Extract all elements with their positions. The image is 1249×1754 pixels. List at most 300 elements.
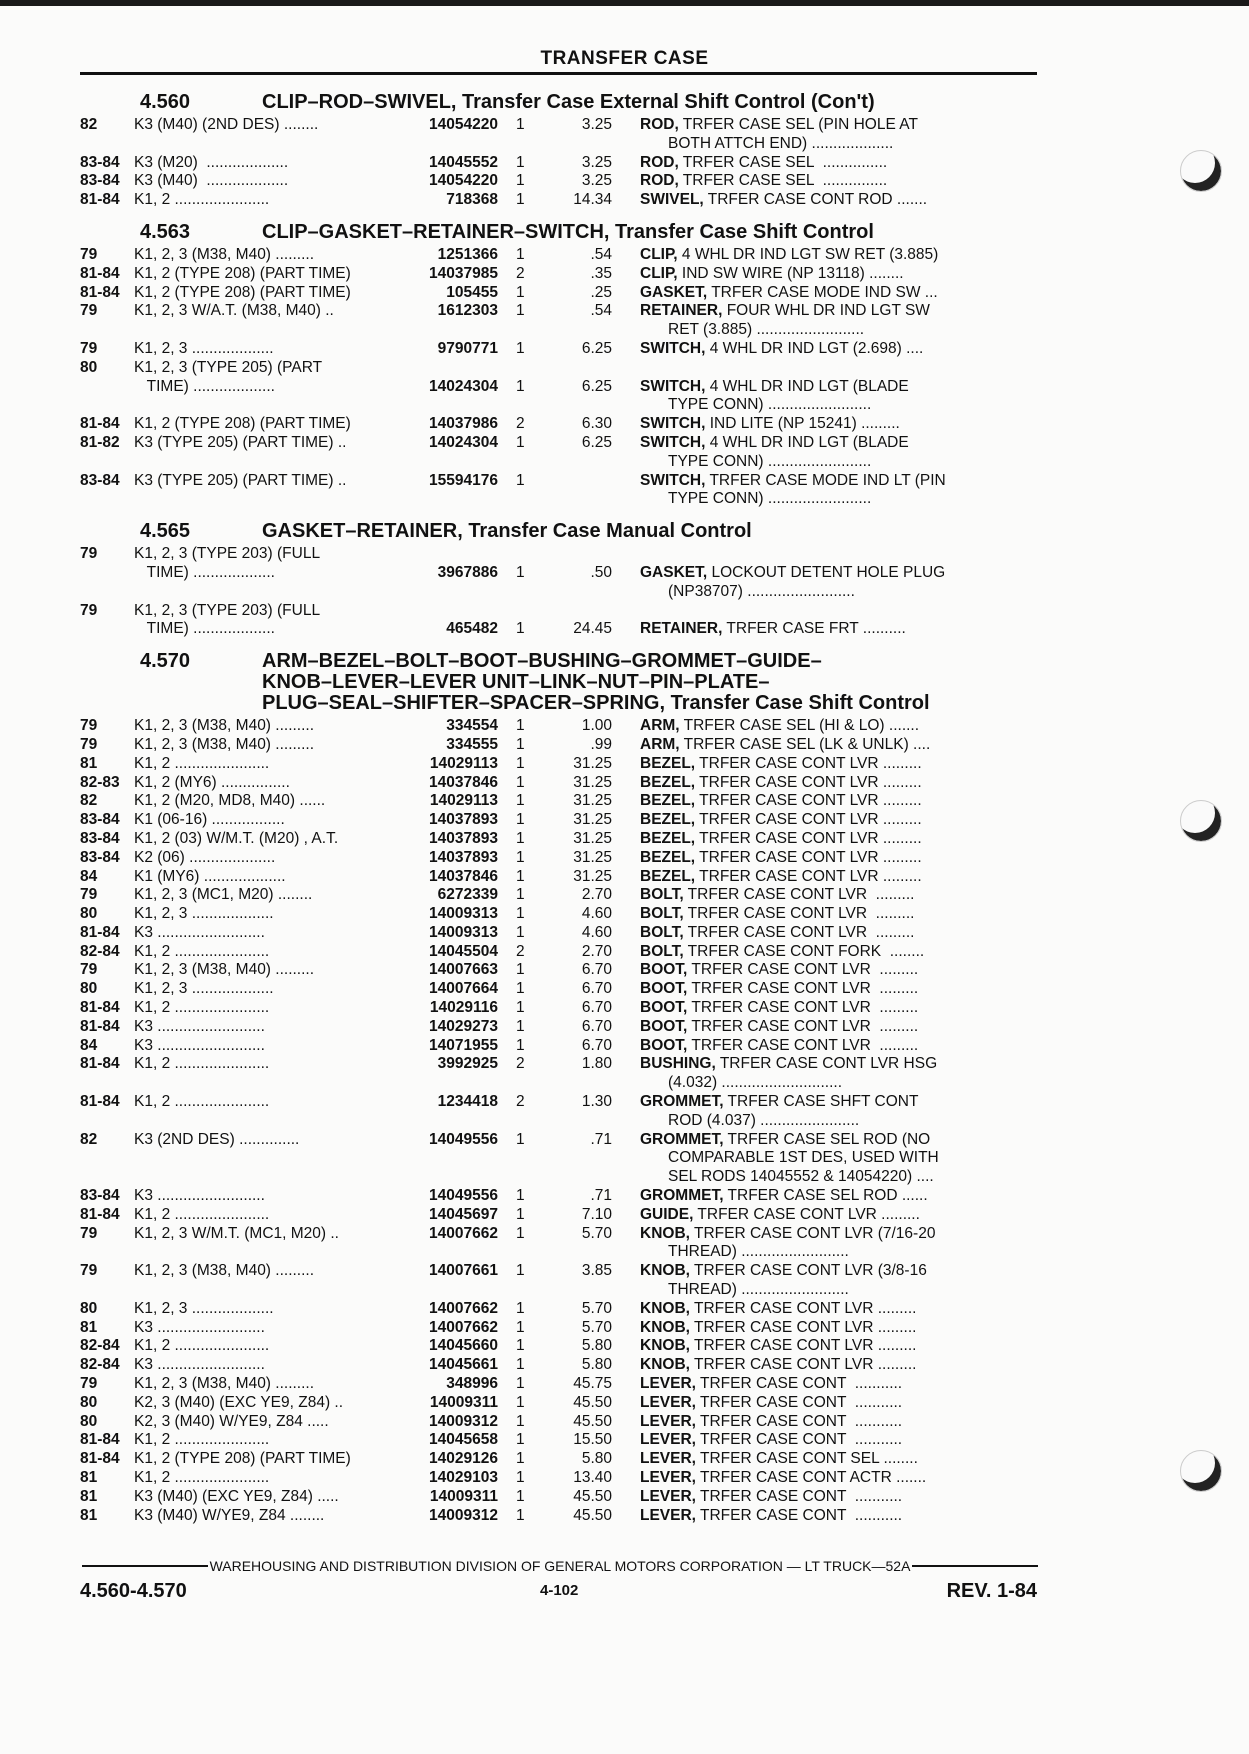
part-name: SWIVEL,: [640, 191, 704, 209]
section-title-line: CLIP–GASKET–RETAINER–SWITCH, Transfer Case Shift Control: [262, 220, 874, 243]
description-text: TRFER CASE CONT LVR .........: [693, 1205, 920, 1223]
part-number: 348996: [446, 1375, 498, 1393]
model-year: 83-84: [80, 172, 120, 190]
description-text: TRFER CASE SEL (PIN HOLE AT: [678, 116, 918, 133]
description-text: TRFER CASE CONT ACTR .......: [695, 1469, 927, 1486]
price: 5.70: [581, 1299, 612, 1317]
part-number: 14007662: [429, 1318, 498, 1336]
table-row: [80, 1488, 1040, 1507]
description: [612, 1037, 982, 1056]
application: [134, 1074, 404, 1093]
binder-hole: [1180, 1450, 1222, 1492]
quantity: 1: [516, 1469, 525, 1486]
price: 5.80: [581, 1337, 612, 1355]
description-text: TRFER CASE SHFT CONT: [723, 1093, 919, 1111]
table-row: [80, 830, 1040, 849]
part-name: SWITCH,: [640, 415, 706, 433]
model-year: 79: [80, 735, 98, 753]
part-number: 14045658: [429, 1431, 498, 1449]
quantity: 1: [516, 1224, 525, 1242]
price: [542, 135, 612, 154]
price: 6.70: [581, 1017, 612, 1035]
application: K2, 3 (M40) W/YE9, Z84 .....: [134, 1412, 329, 1430]
price: 2.70: [581, 942, 612, 960]
model-year: 81-84: [80, 1055, 120, 1073]
part-name: LEVER,: [640, 1506, 696, 1524]
application: K1, 2, 3 ...................: [134, 1299, 274, 1317]
description: [612, 868, 982, 887]
part-name: KNOB,: [640, 1356, 690, 1374]
description-text: TRFER CASE CONT LVR .........: [695, 792, 922, 810]
quantity: 1: [516, 302, 525, 320]
quantity: 1: [516, 1450, 525, 1468]
description-text: TRFER CASE SEL (HI & LO) .......: [679, 717, 920, 735]
description: [612, 1281, 982, 1300]
quantity: 1: [516, 754, 525, 772]
model-year: 81-82: [80, 433, 120, 451]
description-text: TRFER CASE CONT LVR .........: [695, 848, 922, 866]
description: [612, 980, 982, 999]
description: [612, 359, 982, 378]
description: [612, 1319, 982, 1338]
table-row: [80, 472, 1040, 491]
table-row: [80, 1413, 1040, 1432]
application: K1, 2 ......................: [134, 1205, 270, 1223]
part-name: BEZEL,: [640, 867, 696, 885]
part-number: 14037846: [429, 867, 498, 885]
part-name: BOLT,: [640, 923, 684, 941]
table-row: [80, 1394, 1040, 1413]
price: .99: [590, 735, 612, 753]
price: 6.25: [581, 433, 612, 451]
part-name: SWITCH,: [640, 433, 706, 451]
price: [542, 1112, 612, 1131]
quantity: [498, 583, 542, 602]
model-year: 81: [80, 754, 98, 772]
price: [542, 602, 612, 621]
application: K1, 2 (TYPE 208) (PART TIME): [134, 415, 351, 433]
table-row: [80, 172, 1040, 191]
description: [612, 1225, 982, 1244]
quantity: 2: [516, 415, 525, 433]
part-number: 14037893: [429, 848, 498, 866]
description: [612, 924, 982, 943]
binder-hole: [1180, 800, 1222, 842]
model-year: [80, 396, 134, 415]
table-row: [80, 1300, 1040, 1319]
part-number: 14024304: [429, 433, 498, 451]
price: 2.70: [581, 886, 612, 904]
price: 3.85: [581, 1262, 612, 1280]
description-text: TRFER CASE SEL (LK & UNLK) ....: [679, 735, 931, 753]
description: [612, 172, 982, 191]
section-heading: [80, 222, 1040, 243]
description: [612, 792, 982, 811]
description-text: TRFER CASE CONT LVR .........: [689, 1299, 917, 1317]
price: .71: [590, 1187, 612, 1205]
description-text: IND LITE (NP 15241) .........: [705, 415, 900, 433]
price: [542, 545, 612, 564]
model-year: 81-84: [80, 1450, 120, 1468]
description: [612, 1018, 982, 1037]
table-row: [80, 415, 1040, 434]
application: K1, 2, 3 ...................: [134, 339, 274, 357]
quantity: 1: [516, 961, 525, 979]
part-number: 465482: [446, 620, 498, 638]
description-text: TRFER CASE CONT FORK ........: [683, 942, 925, 960]
application: [134, 490, 404, 509]
description: [612, 583, 982, 602]
description: [612, 265, 982, 284]
part-number: 14037985: [429, 264, 498, 282]
application: TIME) ...................: [134, 563, 275, 581]
section-title: [262, 651, 1040, 714]
quantity: [498, 396, 542, 415]
part-number: [404, 602, 498, 621]
description: [612, 321, 982, 340]
table-row: [80, 135, 1040, 154]
part-name: CLIP,: [640, 264, 678, 282]
quantity: 1: [516, 1187, 525, 1205]
application: K1, 2, 3 (M38, M40) .........: [134, 1262, 315, 1280]
description: [612, 1074, 982, 1093]
description-text: TRFER CASE CONT LVR .........: [695, 811, 922, 829]
description: [612, 396, 982, 415]
part-number: 14007661: [429, 1262, 498, 1280]
description: [612, 135, 982, 154]
application: [134, 1281, 404, 1300]
model-year: 83-84: [80, 471, 120, 489]
model-year: 81-84: [80, 191, 120, 209]
application: TIME) ...................: [134, 620, 275, 638]
model-year: [80, 583, 134, 602]
price: 3.25: [581, 153, 612, 171]
application: K3 (M40) ...................: [134, 172, 289, 190]
description: [612, 1507, 982, 1526]
table-row: [80, 564, 1040, 583]
quantity: 1: [516, 1205, 525, 1223]
table-row: [80, 359, 1040, 378]
table-row: [80, 1243, 1040, 1262]
application: K1, 2 ......................: [134, 754, 270, 772]
price: 7.10: [581, 1205, 612, 1223]
table-row: [80, 340, 1040, 359]
table-row: [80, 792, 1040, 811]
price: [542, 1168, 612, 1187]
description-text: IND SW WIRE (NP 13118) ........: [677, 264, 904, 282]
description: [612, 905, 982, 924]
model-year: 79: [80, 886, 98, 904]
section-title-line: GASKET–RETAINER, Transfer Case Manual Control: [262, 520, 752, 543]
price: .25: [590, 283, 612, 301]
quantity: 1: [516, 735, 525, 753]
quantity: 1: [516, 1431, 525, 1449]
model-year: 83-84: [80, 811, 120, 829]
model-year: 81-84: [80, 1017, 120, 1035]
part-name: GASKET,: [640, 563, 708, 581]
application: K2 (06) ....................: [134, 848, 276, 866]
application: K1, 2 ......................: [134, 1337, 270, 1355]
price: 45.50: [573, 1506, 612, 1524]
quantity: [498, 321, 542, 340]
part-number: 14037986: [429, 415, 498, 433]
section-number: 4.563: [140, 220, 191, 243]
application: K3 .........................: [134, 923, 265, 941]
application: K1, 2 ......................: [134, 942, 270, 960]
part-number: 1251366: [437, 245, 498, 263]
part-number: 14029113: [429, 792, 498, 810]
table-row: [80, 980, 1040, 999]
quantity: [498, 1243, 542, 1262]
price: [542, 1281, 612, 1300]
model-year: 83-84: [80, 829, 120, 847]
description: [612, 564, 982, 583]
description: [612, 1375, 982, 1394]
quantity: 1: [516, 433, 525, 451]
quantity: 2: [516, 264, 525, 282]
description: [612, 1488, 982, 1507]
price: 31.25: [573, 829, 612, 847]
footer-rule-left: [82, 1565, 208, 1567]
title-rule: [80, 72, 1037, 75]
description-text: TRFER CASE CONT LVR .........: [689, 1356, 917, 1374]
description-text: TRFER CASE CONT SEL ........: [695, 1450, 918, 1468]
part-number: 14037846: [429, 773, 498, 791]
part-number: 1234418: [437, 1093, 498, 1111]
parts-list: [80, 88, 1040, 1533]
section-gap: [80, 509, 1040, 517]
table-row: [80, 284, 1040, 303]
part-number: 718368: [446, 191, 498, 209]
part-number: [404, 1074, 498, 1093]
application: K3 (M40) W/YE9, Z84 ........: [134, 1506, 325, 1524]
price: 15.50: [573, 1431, 612, 1449]
application: [134, 135, 404, 154]
section-title: [262, 222, 1040, 243]
part-name: GROMMET,: [640, 1187, 724, 1205]
part-name: SWITCH,: [640, 471, 706, 489]
table-row: [80, 717, 1040, 736]
price: 3.25: [581, 172, 612, 190]
description-text: (4.032) ............................: [668, 1074, 842, 1092]
part-number: 14045660: [429, 1337, 498, 1355]
quantity: 1: [516, 867, 525, 885]
application: K1, 2, 3 (MC1, M20) ........: [134, 886, 313, 904]
description: [612, 1300, 982, 1319]
table-row: [80, 453, 1040, 472]
model-year: 79: [80, 545, 98, 563]
description-text: TRFER CASE CONT LVR .........: [687, 980, 919, 998]
description: [612, 302, 982, 321]
description: [612, 1337, 982, 1356]
model-year: 79: [80, 1375, 98, 1393]
section-title: [262, 521, 1040, 542]
model-year: 79: [80, 601, 98, 619]
section-number: 4.570: [140, 650, 191, 673]
footer-rule-right: [912, 1565, 1038, 1567]
quantity: 1: [516, 620, 525, 638]
description-text: LOCKOUT DETENT HOLE PLUG: [707, 563, 946, 581]
section-title-line: ARM–BEZEL–BOLT–BOOT–BUSHING–GROMMET–GUIDE–: [262, 650, 822, 673]
price: [542, 321, 612, 340]
section-heading: [80, 651, 1040, 714]
application: K1, 2, 3 (TYPE 205) (PART: [134, 358, 323, 376]
model-year: 82-84: [80, 1356, 120, 1374]
description-text: TRFER CASE CONT LVR .........: [695, 829, 922, 847]
part-name: KNOB,: [640, 1262, 690, 1280]
price: [542, 1149, 612, 1168]
table-row: [80, 924, 1040, 943]
quantity: 1: [516, 1036, 525, 1054]
description: [612, 472, 982, 491]
application: [134, 396, 404, 415]
price: 31.25: [573, 754, 612, 772]
model-year: [80, 1112, 134, 1131]
application: K1, 2 ......................: [134, 1431, 270, 1449]
quantity: 1: [516, 1356, 525, 1374]
description-text: TRFER CASE SEL ROD ......: [723, 1187, 928, 1205]
part-number: 14007662: [429, 1299, 498, 1317]
description: [612, 191, 982, 210]
application: K1, 2, 3 (TYPE 203) (FULL: [134, 601, 321, 619]
part-number: 14007664: [429, 980, 498, 998]
price: 13.40: [573, 1469, 612, 1486]
part-number: 334554: [446, 717, 498, 735]
part-name: ARM,: [640, 717, 680, 735]
quantity: 1: [516, 1017, 525, 1035]
price: 31.25: [573, 811, 612, 829]
quantity: 1: [516, 717, 525, 735]
part-number: [404, 1149, 498, 1168]
part-name: BOOT,: [640, 999, 688, 1017]
description: [612, 545, 982, 564]
table-row: [80, 1262, 1040, 1281]
price: .35: [590, 264, 612, 282]
application: K1, 2 ......................: [134, 1469, 270, 1486]
quantity: 1: [516, 980, 525, 998]
description: [612, 1168, 982, 1187]
description: [612, 1450, 982, 1469]
table-row: [80, 1281, 1040, 1300]
part-name: BOLT,: [640, 886, 684, 904]
table-row: [80, 116, 1040, 135]
quantity: [498, 1112, 542, 1131]
price: .50: [590, 563, 612, 581]
model-year: [80, 1168, 134, 1187]
part-name: KNOB,: [640, 1224, 690, 1242]
table-row: [80, 886, 1040, 905]
top-border: [0, 0, 1249, 6]
description: [612, 849, 982, 868]
description-text: TRFER CASE CONT ROD .......: [703, 191, 928, 209]
part-number: 14009313: [429, 905, 498, 923]
table-row: [80, 154, 1040, 173]
section-number: 4.565: [140, 520, 191, 543]
price: 31.25: [573, 773, 612, 791]
model-year: 79: [80, 1262, 98, 1280]
table-row: [80, 811, 1040, 830]
description-text: TYPE CONN) ........................: [668, 396, 872, 414]
application: K1, 2, 3 W/M.T. (MC1, M20) ..: [134, 1224, 339, 1242]
description: [612, 620, 982, 639]
application: K3 .........................: [134, 1036, 265, 1054]
price: 4.60: [581, 905, 612, 923]
quantity: 1: [516, 116, 525, 133]
model-year: 80: [80, 980, 98, 998]
model-year: 81-84: [80, 283, 120, 301]
application: [134, 1243, 404, 1262]
part-number: [404, 1112, 498, 1131]
part-name: BEZEL,: [640, 773, 696, 791]
part-number: 14009312: [429, 1506, 498, 1524]
model-year: 79: [80, 1224, 98, 1242]
price: [542, 583, 612, 602]
quantity: [498, 1149, 542, 1168]
part-name: LEVER,: [640, 1450, 696, 1468]
page-title: TRANSFER CASE: [540, 48, 709, 69]
price: [542, 472, 612, 491]
price: 6.70: [581, 1036, 612, 1054]
table-row: [80, 961, 1040, 980]
quantity: [498, 1281, 542, 1300]
table-row: [80, 1450, 1040, 1469]
model-year: [80, 1149, 134, 1168]
part-name: ROD,: [640, 116, 679, 133]
binder-hole: [1180, 150, 1222, 192]
description-text: TRFER CASE CONT LVR .........: [687, 961, 919, 979]
footer-page-number: 4-102: [540, 1582, 579, 1599]
description: [612, 755, 982, 774]
application: K1, 2 (M20, MD8, M40) ......: [134, 792, 326, 810]
description: [612, 736, 982, 755]
description-text: TRFER CASE MODE IND SW ...: [707, 283, 938, 301]
table-row: [80, 774, 1040, 793]
description-text: FOUR WHL DR IND LGT SW: [722, 302, 930, 320]
quantity: [498, 490, 542, 509]
part-number: 14029103: [429, 1469, 498, 1486]
table-row: [80, 905, 1040, 924]
model-year: [80, 620, 134, 639]
application: K1, 2, 3 (M38, M40) .........: [134, 735, 315, 753]
model-year: 81-84: [80, 264, 120, 282]
price: 6.25: [581, 377, 612, 395]
part-number: [404, 359, 498, 378]
quantity: 1: [516, 829, 525, 847]
table-row: [80, 1093, 1040, 1112]
application: K1, 2 ......................: [134, 1055, 270, 1073]
model-year: [80, 564, 134, 583]
table-row: [80, 1319, 1040, 1338]
quantity: 1: [516, 1375, 525, 1393]
part-name: BEZEL,: [640, 848, 696, 866]
application: K3 (M40) (EXC YE9, Z84) .....: [134, 1487, 339, 1505]
quantity: 1: [516, 191, 525, 209]
section-title-line: KNOB–LEVER–LEVER UNIT–LINK–NUT–PIN–PLATE–: [262, 671, 770, 694]
quantity: [498, 545, 542, 564]
part-number: [404, 453, 498, 472]
model-year: 82: [80, 116, 98, 133]
part-number: 14049556: [429, 1187, 498, 1205]
part-number: 14037893: [429, 811, 498, 829]
part-number: 105455: [446, 283, 498, 301]
price: 45.75: [573, 1375, 612, 1393]
part-name: CLIP,: [640, 245, 678, 263]
description: [612, 717, 982, 736]
model-year: 84: [80, 867, 98, 885]
part-number: [404, 135, 498, 154]
quantity: 1: [516, 377, 525, 395]
description-text: TRFER CASE CONT LVR .........: [683, 905, 915, 923]
